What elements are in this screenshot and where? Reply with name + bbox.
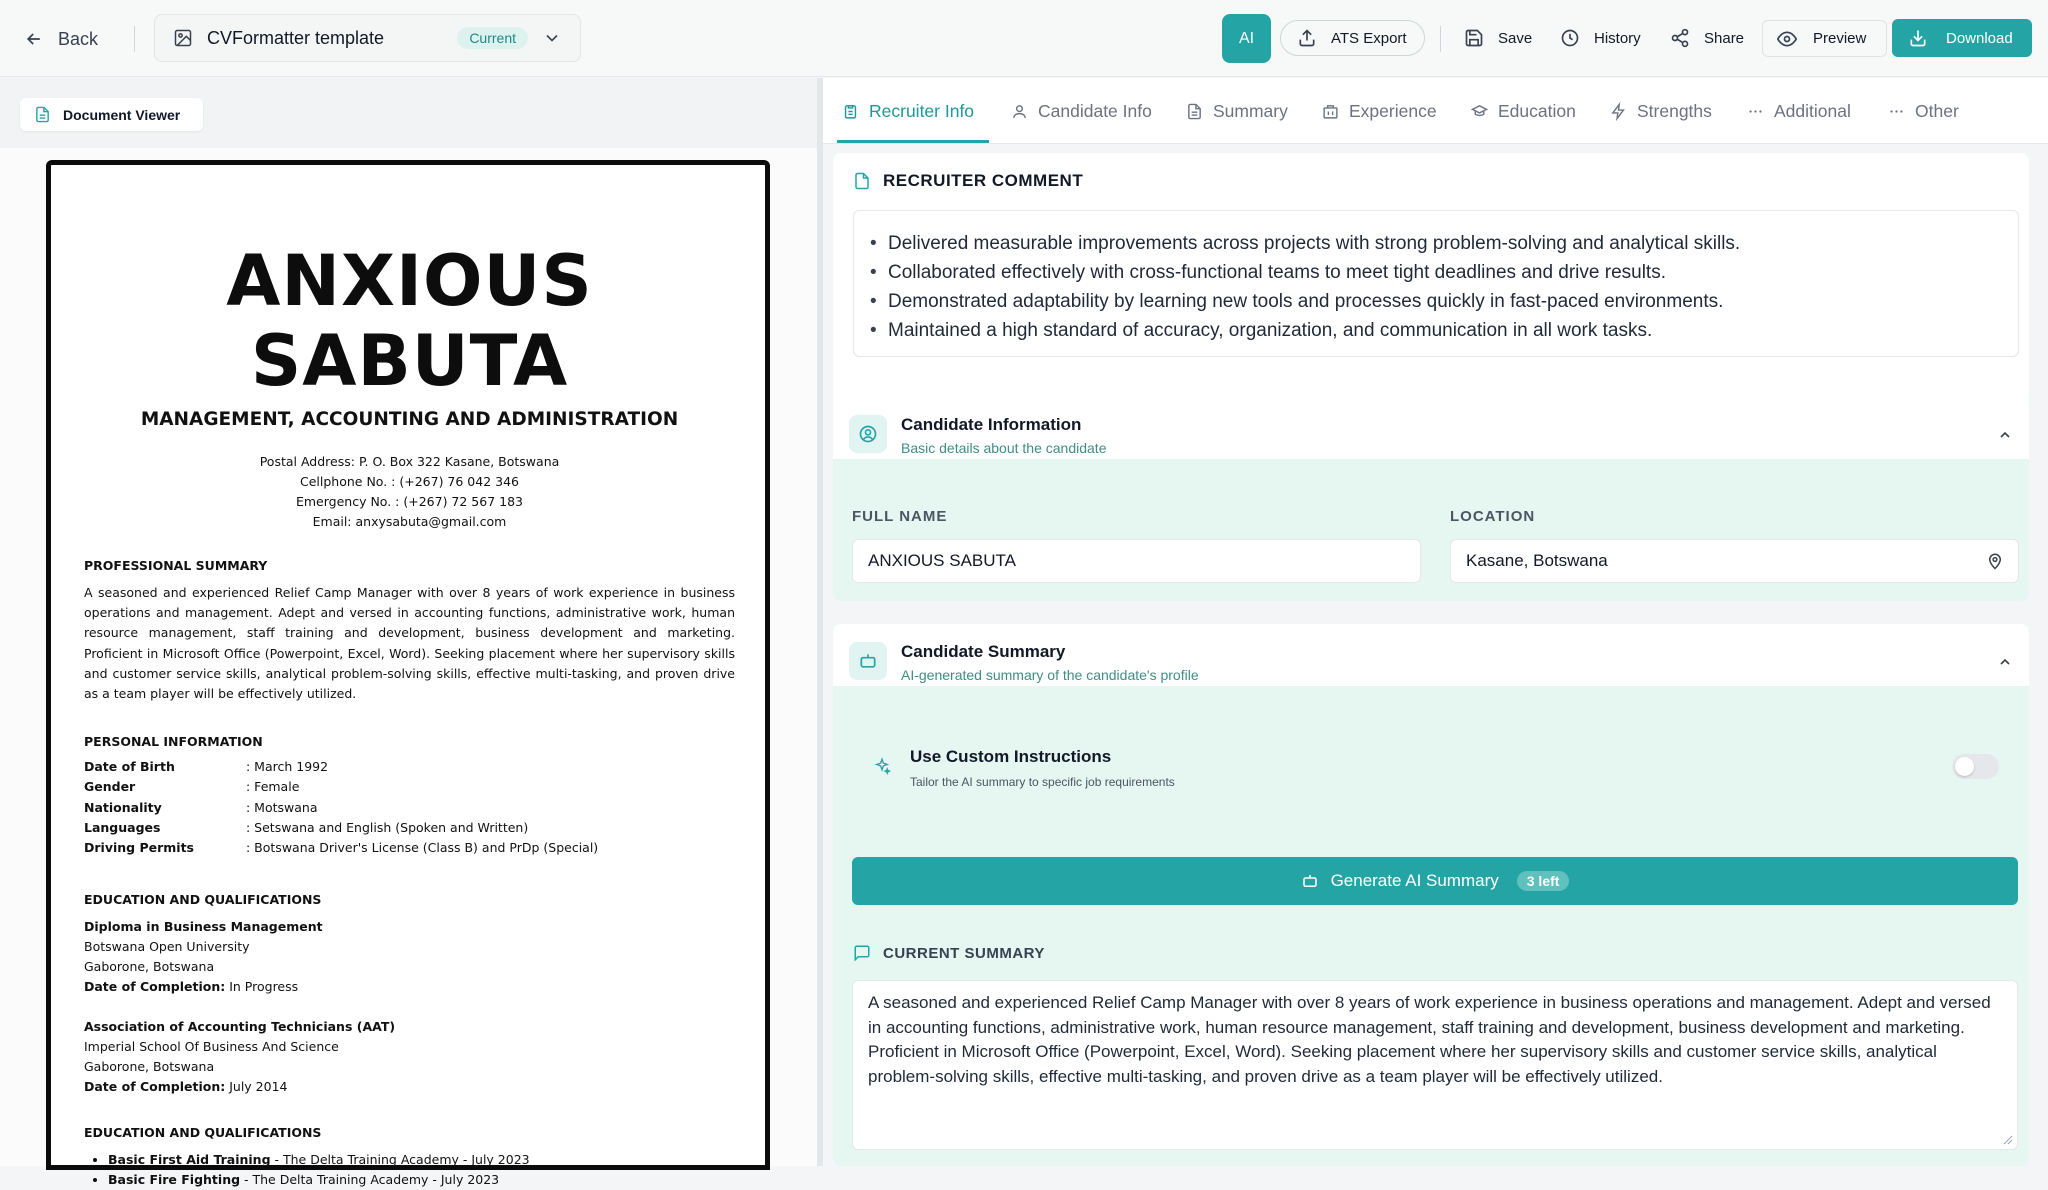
tab-label: Strengths: [1637, 100, 1712, 121]
cv-name: ANXIOUS SABUTA: [226, 240, 593, 402]
preview-label: Preview: [1813, 30, 1867, 47]
robot-icon: [849, 642, 887, 680]
tab-candidate-info[interactable]: [1011, 98, 1152, 124]
ats-export-label: ATS Export: [1331, 29, 1407, 47]
location-value: Kasane, Botswana: [1466, 551, 1608, 570]
arrow-left-icon: [24, 29, 44, 49]
tab-label: Summary: [1213, 100, 1288, 121]
personal-value: : Female: [246, 779, 300, 795]
ellipsis-icon: [1747, 103, 1764, 120]
location-label: LOCATION: [1450, 508, 1536, 525]
download-button[interactable]: [1892, 19, 2032, 57]
table-row: [84, 840, 598, 860]
list-item: • Delivered measurable improvements across projects with strong problem-solving and analytical skills.: [887, 229, 2000, 258]
edu-title: Diploma in Business Management: [84, 919, 323, 935]
template-selector[interactable]: [154, 14, 581, 62]
cv-email: Email: anxysabuta@gmail.com: [312, 514, 507, 529]
candidate-summary-title: Candidate Summary: [901, 642, 1066, 661]
current-summary-text: A seasoned and experienced Relief Camp Manager with over 8 years of work experience in business operations and management. Adept and versed in accounting functions, administrative work, human resource management, staff training and development, business development and marketing. Proficient in Microsoft Office (Powerpoint, Excel, Word). Seeking placement where her supervisory skills and customer service skills, analytical problem-solving skills, effective multi-tasking, and proven drive as a team player will be effectively utilized.: [868, 993, 1991, 1086]
personal-key: Gender: [84, 779, 136, 795]
map-pin-icon: [1986, 552, 2004, 570]
tab-other[interactable]: [1888, 98, 1959, 124]
save-label: Save: [1498, 29, 1533, 47]
list-item: [108, 1150, 735, 1170]
document-icon: [853, 172, 871, 190]
current-summary-textarea[interactable]: [852, 980, 2018, 1150]
personal-key: Languages: [84, 819, 161, 835]
cv-personal-heading: PERSONAL INFORMATION: [84, 734, 263, 750]
tab-summary[interactable]: [1186, 98, 1288, 124]
edu-completion-label: Date of Completion:: [84, 1079, 226, 1095]
custom-instructions-title: Use Custom Instructions: [910, 747, 1112, 766]
cv-contact: [84, 452, 735, 532]
generations-left-badge: 3 left: [1517, 871, 1570, 891]
edu-school: Imperial School Of Business And Science: [84, 1039, 339, 1055]
training-name: Basic First Aid Training: [108, 1152, 271, 1168]
user-icon: [1011, 103, 1028, 120]
ats-export-button[interactable]: [1280, 20, 1425, 56]
robot-icon: [1301, 872, 1319, 890]
current-badge: Current: [457, 27, 528, 49]
sparkles-icon: [873, 757, 891, 775]
clock-icon: [1560, 28, 1580, 48]
document-viewer-label: Document Viewer: [63, 106, 181, 123]
current-summary-heading: [853, 944, 1045, 962]
cv-personal-table: [84, 759, 598, 860]
graduation-cap-icon: [1471, 103, 1488, 120]
edu-completion-label: Date of Completion:: [84, 979, 226, 995]
cv-postal: Postal Address: P. O. Box 322 Kasane, Botswana: [259, 454, 560, 469]
download-icon: [1908, 28, 1928, 48]
divider: [134, 26, 135, 52]
cv-education-heading: EDUCATION AND QUALIFICATIONS: [84, 892, 322, 908]
save-button[interactable]: [1464, 24, 1532, 52]
training-name: Basic Fire Fighting: [108, 1172, 241, 1188]
cv-emergency: Emergency No. : (+267) 72 567 183: [295, 494, 523, 509]
recruiter-comment-list: [887, 229, 2000, 345]
tab-recruiter-info[interactable]: [842, 98, 974, 124]
cv-summary-heading: PROFESSIONAL SUMMARY: [84, 558, 268, 573]
training-detail: - The Delta Training Academy - July 2023: [240, 1172, 500, 1188]
edu-completion: July 2014: [225, 1079, 288, 1095]
candidate-summary-header[interactable]: [833, 624, 2029, 686]
table-row: [84, 820, 598, 840]
top-bar: [0, 0, 2048, 77]
cv-training-list: [84, 1150, 735, 1190]
chevron-up-icon[interactable]: [1997, 654, 2013, 670]
history-button[interactable]: [1560, 24, 1641, 52]
list-item: [108, 1170, 735, 1190]
current-summary-title: CURRENT SUMMARY: [883, 944, 1045, 962]
training-detail: - The Delta Training Academy - July 2023: [270, 1152, 530, 1168]
clipboard-icon: [842, 103, 859, 120]
tab-label: Recruiter Info: [869, 100, 975, 121]
candidate-summary-subtitle: AI-generated summary of the candidate's profile: [901, 667, 1199, 683]
tab-additional[interactable]: [1747, 98, 1851, 124]
active-tab-indicator: [837, 140, 989, 143]
full-name-value: ANXIOUS SABUTA: [868, 551, 1016, 570]
generate-ai-summary-button[interactable]: [852, 857, 2018, 905]
cv-cellphone: Cellphone No. : (+267) 76 042 346: [300, 474, 519, 489]
building-icon: [1322, 103, 1339, 120]
upload-icon: [1297, 28, 1317, 48]
history-label: History: [1594, 29, 1641, 47]
chevron-up-icon[interactable]: [1997, 427, 2013, 443]
personal-key: Nationality: [84, 799, 162, 815]
edu-completion: In Progress: [225, 979, 299, 995]
lightning-icon: [1610, 103, 1627, 120]
eye-icon: [1777, 29, 1797, 49]
personal-value: : March 1992: [246, 759, 329, 775]
table-row: [84, 800, 598, 820]
recruiter-comment-box[interactable]: [853, 210, 2019, 357]
recruiter-comment-title: RECRUITER COMMENT: [883, 171, 1084, 190]
template-name: CVFormatter template: [207, 27, 385, 48]
candidate-info-subtitle: Basic details about the candidate: [901, 440, 1107, 456]
edu-title: Association of Accounting Technicians (AAT): [84, 1019, 396, 1035]
image-icon: [173, 28, 193, 48]
edu-place: Gaborone, Botswana: [84, 959, 215, 975]
list-item: • Demonstrated adaptability by learning new tools and processes quickly in fast-paced environments.: [887, 287, 2000, 316]
back-label: Back: [58, 28, 99, 49]
tab-label: Education: [1498, 100, 1576, 121]
cv-document: [46, 160, 770, 1188]
document-icon: [34, 106, 51, 123]
candidate-info-header[interactable]: [833, 397, 2029, 459]
full-name-input[interactable]: [852, 539, 1421, 583]
tab-experience[interactable]: [1322, 98, 1437, 124]
back-button[interactable]: [24, 26, 98, 52]
tab-education[interactable]: [1471, 98, 1576, 124]
table-row: [84, 779, 598, 799]
cv-education-item: [84, 1017, 735, 1097]
save-icon: [1464, 28, 1484, 48]
share-icon: [1670, 28, 1690, 48]
ai-button[interactable]: AI: [1222, 14, 1271, 63]
tab-label: Candidate Info: [1038, 100, 1152, 121]
personal-key: Date of Birth: [84, 759, 175, 775]
document-viewer-tab[interactable]: [20, 98, 203, 131]
preview-button[interactable]: [1762, 20, 1887, 57]
cv-education-item: [84, 917, 735, 997]
tab-label: Experience: [1349, 100, 1437, 121]
list-item: • Maintained a high standard of accuracy, organization, and communication in all work tasks.: [887, 316, 2000, 345]
share-button[interactable]: [1670, 24, 1744, 52]
table-row: [84, 759, 598, 779]
cv-summary-text: A seasoned and experienced Relief Camp Manager with over 8 years of work experience in business operations and management. Adept and versed in accounting functions, administrative work, human resource management, staff training and development, business development and marketing. Proficient in Microsoft Office (Powerpoint, Excel, Word). Seeking placement where her supervisory skills and customer service skills, analytical problem-solving skills, effective multi-tasking, and proven drive as a team player will be effectively utilized.: [84, 585, 735, 702]
personal-key: Driving Permits: [84, 839, 194, 855]
ellipsis-icon: [1888, 103, 1905, 120]
personal-value: : Motswana: [246, 799, 318, 815]
edu-place: Gaborone, Botswana: [84, 1059, 215, 1075]
custom-instructions-toggle[interactable]: [1952, 754, 1999, 779]
divider: [1440, 26, 1441, 52]
personal-value: : Setswana and English (Spoken and Written): [246, 819, 529, 835]
edu-school: Botswana Open University: [84, 939, 250, 955]
list-item: • Collaborated effectively with cross-functional teams to meet tight deadlines and drive results.: [887, 258, 2000, 287]
candidate-info-title: Candidate Information: [901, 415, 1082, 434]
location-input[interactable]: [1450, 539, 2019, 583]
cv-training-heading: EDUCATION AND QUALIFICATIONS: [84, 1125, 322, 1141]
generate-label: Generate AI Summary: [1330, 871, 1499, 890]
share-label: Share: [1704, 29, 1745, 47]
download-label: Download: [1946, 29, 2013, 47]
message-square-icon: [853, 944, 871, 962]
tab-label: Other: [1915, 100, 1959, 121]
tab-label: Additional: [1774, 100, 1851, 121]
user-circle-icon: [849, 415, 887, 453]
custom-instructions-subtitle: Tailor the AI summary to specific job requirements: [910, 775, 1175, 789]
section-tabs: [823, 78, 2048, 144]
tab-strengths[interactable]: [1610, 98, 1712, 124]
full-name-label: FULL NAME: [852, 508, 948, 525]
personal-value: : Botswana Driver's License (Class B) and PrDp (Special): [246, 839, 599, 855]
cv-subtitle: MANAGEMENT, ACCOUNTING AND ADMINISTRATION: [140, 409, 679, 430]
chevron-down-icon: [542, 28, 562, 48]
resize-handle-icon[interactable]: [2003, 1135, 2013, 1145]
file-icon: [1186, 103, 1203, 120]
recruiter-comment-heading: [853, 171, 1083, 191]
